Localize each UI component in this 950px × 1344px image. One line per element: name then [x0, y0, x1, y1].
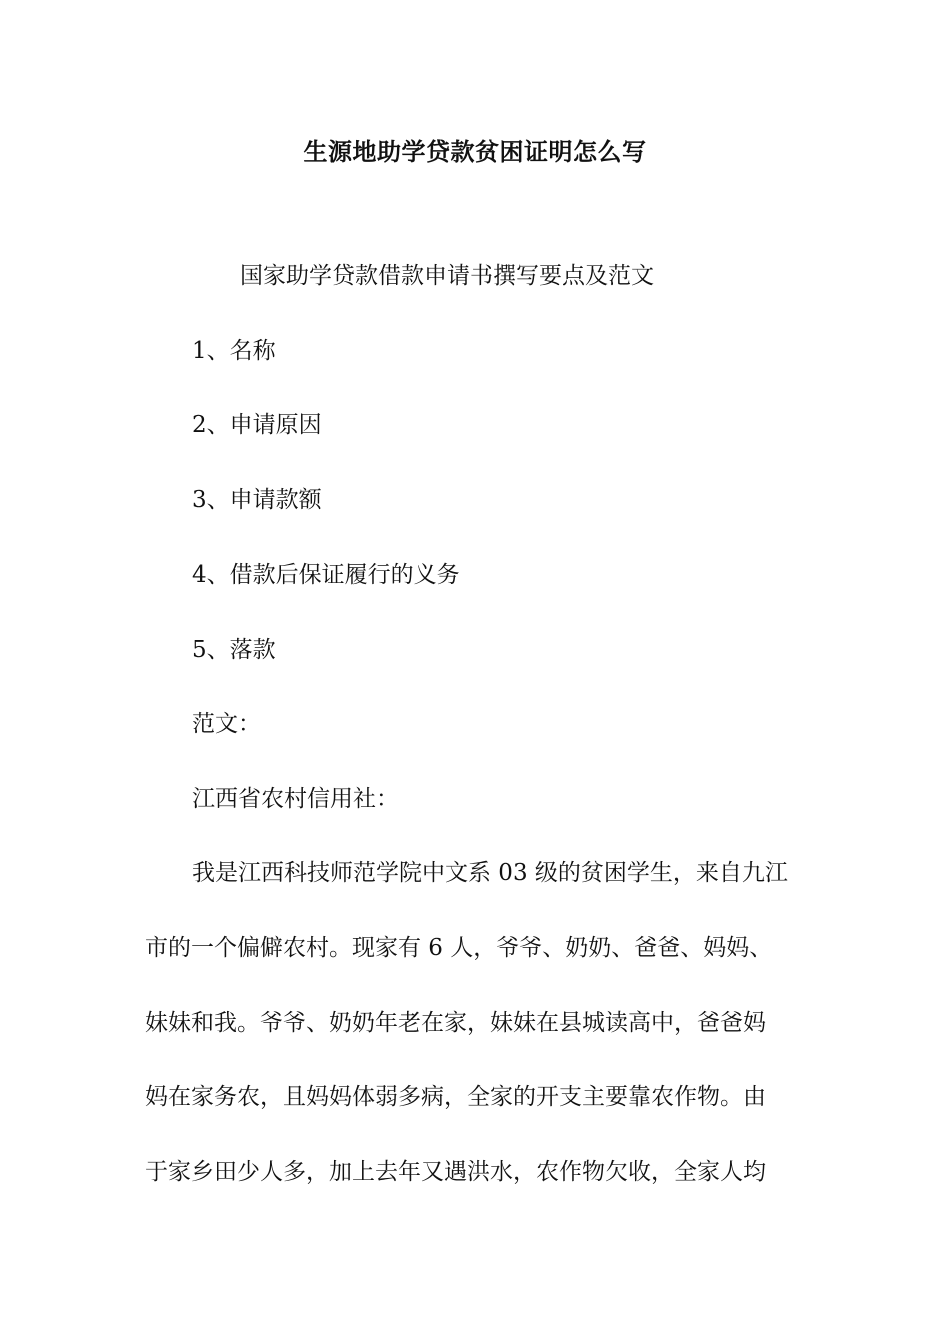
body-line: 于家乡田少人多，加上去年又遇洪水，农作物欠收，全家人均 [145, 1159, 766, 1186]
document-title: 生源地助学贷款贫困证明怎么写 [303, 137, 647, 166]
body-line: 我是江西科技师范学院中文系 03 级的贫困学生，来自九江 [192, 860, 788, 886]
list-item-signature: 5、落款 [192, 637, 276, 663]
list-item-obligations: 4、借款后保证履行的义务 [192, 562, 460, 588]
body-line: 妈在家务农，且妈妈体弱多病，全家的开支主要靠农作物。由 [145, 1084, 766, 1111]
list-item-amount: 3、申请款额 [192, 487, 322, 513]
sample-label: 范文： [192, 711, 261, 737]
list-item-reason: 2、申请原因 [192, 412, 322, 438]
list-item-name: 1、名称 [192, 338, 276, 364]
body-line: 市的一个偏僻农村。现家有 6 人，爷爷、奶奶、爸爸、妈妈、 [145, 934, 773, 961]
body-line: 妹妹和我。爷爷、奶奶年老在家，妹妹在县城读高中，爸爸妈 [145, 1009, 766, 1036]
document-subtitle: 国家助学贷款借款申请书撰写要点及范文 [240, 263, 654, 289]
letter-body-paragraph [145, 853, 815, 1227]
letter-addressee: 江西省农村信用社： [192, 786, 399, 812]
